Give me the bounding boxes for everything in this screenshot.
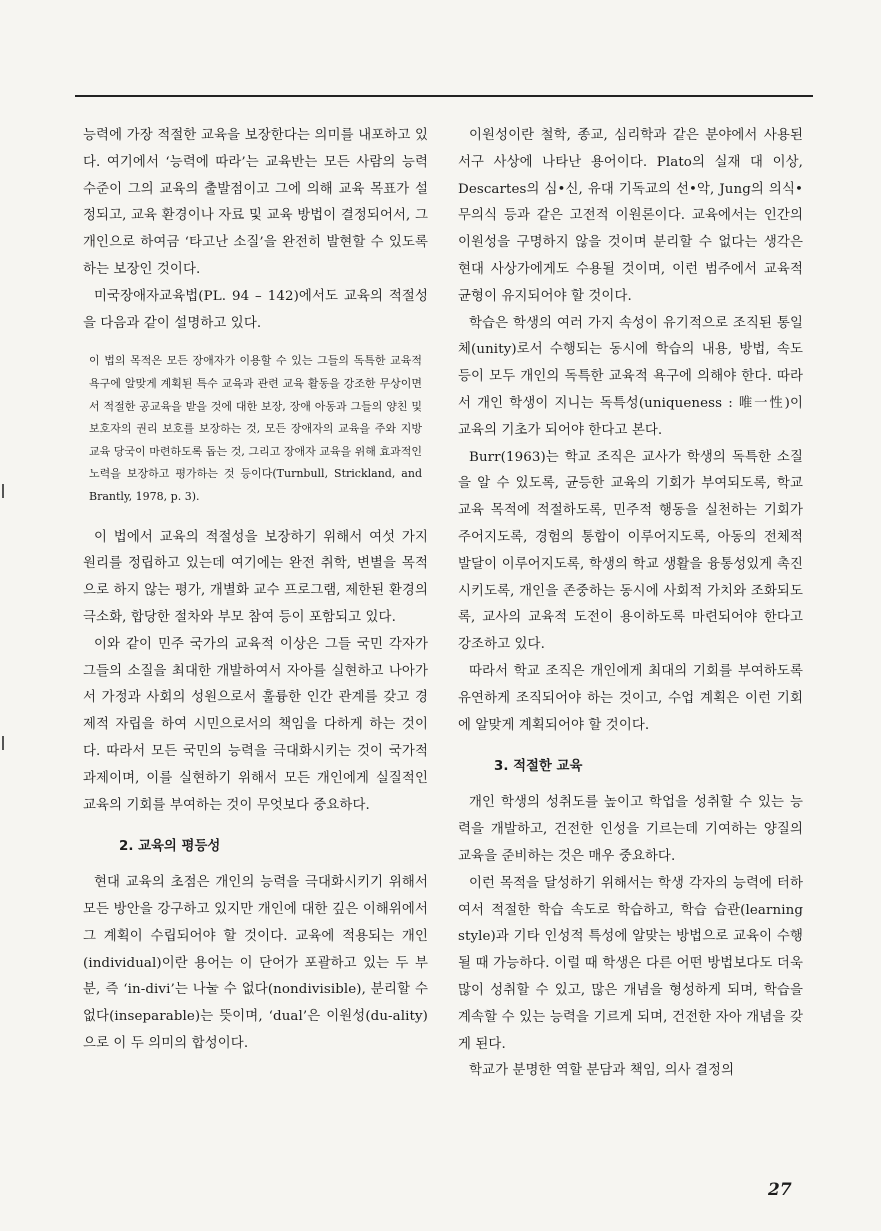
paragraph: Burr(1963)는 학교 조직은 교사가 학생의 독특한 소질을 알 수 있도록, 균등한 교육의 기회가 부여되도록, 학교 교육 목적에 적절하도록, 민주적 행동을 실천하는 기회가 주어지도록, 경험의 통합이 이루어지도록, 아동의 전체적 발달이 이루어지도록, 학생의 학교 생활을 융통성있게 촉진시키도록, 개인을 존중하는 동시에 사회적 가치와 조화되도록, 교사의 교육적 도전이 용이하도록 마련되어야 한다고 강조하고 있다. bbox=[458, 449, 803, 653]
paragraph: 능력에 가장 적절한 교육을 보장한다는 의미를 내포하고 있다. 여기에서 ‘능력에 따라’는 교육반는 모든 사람의 능력 수준이 그의 교육의 출발점이고 그에 의해 교육 목표가 설정되고, 교육 환경이나 자료 및 교육 방법이 결정되어서, 그 개인으로 하여금 ‘타고난 소질’을 완전히 발현할 수 있도록 하는 보장인 것이다. bbox=[83, 128, 428, 277]
header-rule bbox=[75, 95, 813, 97]
margin-mark bbox=[2, 736, 4, 750]
section-heading: 2. 교육의 평등성 bbox=[119, 839, 221, 855]
section-heading: 3. 적절한 교육 bbox=[494, 759, 583, 775]
page-number: 27 bbox=[768, 1180, 792, 1200]
paragraph: 학교가 분명한 역할 분담과 책임, 의사 결정의 bbox=[469, 1063, 735, 1079]
paragraph: 이 법에서 교육의 적절성을 보장하기 위해서 여섯 가지 원리를 정립하고 있는데 여기에는 완전 취학, 변별을 목적으로 하지 않는 평가, 개별화 교수 프로그램, 제한된 환경의 극소화, 합당한 절차와 부모 참여 등이 포함되고 있다. bbox=[83, 529, 428, 625]
left-column bbox=[83, 123, 428, 1058]
paragraph: 현대 교육의 초점은 개인의 능력을 극대화시키기 위해서 모든 방안을 강구하고 있지만 개인에 대한 깊은 이해위에서 그 계획이 수립되어야 할 것이다. 교육에 적용되는 개인(individual)이란 용어는 이 단어가 포괄하고 있는 두 부분, 즉 ‘in-divi’는 나눌 수 없다(nondivisible), 분리할 수 없다(inseparable)는 뜻이며, ‘dual’은 이원성(du-ality)으로 이 두 의미의 합성이다. bbox=[83, 875, 428, 1052]
paragraph: 학습은 학생의 여러 가지 속성이 유기적으로 조직된 통일체(unity)로서 수행되는 동시에 학습의 내용, 방법, 속도 등이 모두 개인의 독특한 교육적 욕구에 의해야 한다. 따라서 개인 학생이 지니는 독특성(uniqueness : 唯一性)이 교육의 기초가 되어야 한다고 본다. bbox=[458, 315, 803, 438]
paragraph: 이와 같이 민주 국가의 교육적 이상은 그들 국민 각자가 그들의 소질을 최대한 개발하여서 자아를 실현하고 나아가서 가정과 사회의 성원으로서 훌륭한 인간 관계를 갖고 경제적 자립을 하여 시민으로서의 책임을 다하게 하는 것이다. 따라서 모든 국민의 능력을 극대화시키는 것이 국가적 과제이며, 이를 실현하기 위해서 모든 개인에게 실질적인 교육의 기회를 부여하는 것이 무엇보다 중요하다. bbox=[83, 636, 428, 813]
right-column bbox=[458, 123, 803, 1085]
block-quote: 이 법의 목적은 모든 장애자가 이용할 수 있는 그들의 독특한 교육적 욕구에 알맞게 계획된 특수 교육과 관련 교육 활동을 강조한 무상이면서 적절한 공교육을 받을 것에 대한 보장, 장애 아동과 그들의 양친 및 보호자의 권리 보호를 보장하는 것, 모든 장애자의 교육을 주와 지방 교육 당국이 마련하도록 돕는 것, 그리고 장애자 교육을 위해 효과적인 노력을 보장하고 평가하는 것 등이다(Turnbull, Strickland, and Brantly, 1978, p. 3). bbox=[89, 354, 422, 503]
paragraph: 이원성이란 철학, 종교, 심리학과 같은 분야에서 사용된 서구 사상에 나타난 용어이다. Plato의 실재 대 이상, Descartes의 심•신, 유대 기독교의 선•악, Jung의 의식•무의식 등과 같은 고전적 이원론이다. 교육에서는 인간의 이원성을 구명하지 않을 것이며 분리할 수 없다는 생각은 현대 사상가에게도 수용될 것이며, 이런 범주에서 교육적 균형이 유지되어야 할 것이다. bbox=[458, 128, 803, 304]
paragraph: 개인 학생의 성취도를 높이고 학업을 성취할 수 있는 능력을 개발하고, 건전한 인성을 기르는데 기여하는 양질의 교육을 준비하는 것은 매우 중요하다. bbox=[458, 795, 803, 864]
paragraph: 따라서 학교 조직은 개인에게 최대의 기회를 부여하도록 유연하게 조직되어야 하는 것이고, 수업 계획은 이런 기회에 알맞게 계획되어야 할 것이다. bbox=[458, 663, 803, 733]
paragraph: 이런 목적을 달성하기 위해서는 학생 각자의 능력에 터하여서 적절한 학습 속도로 학습하고, 학습 습관(learning style)과 기타 인성적 특성에 알맞는 방법으로 교육이 수행될 때 가능하다. 이럴 때 학생은 다른 어떤 방법보다도 더욱 많이 성취할 수 있고, 많은 개념을 형성하게 되며, 학습을 계속할 수 있는 능력을 기르게 되며, 건전한 자아 개념을 갖게 된다. bbox=[458, 875, 803, 1052]
margin-mark bbox=[2, 484, 4, 498]
paragraph: 미국장애자교육법(PL. 94 – 142)에서도 교육의 적절성을 다음과 같이 설명하고 있다. bbox=[83, 288, 428, 331]
